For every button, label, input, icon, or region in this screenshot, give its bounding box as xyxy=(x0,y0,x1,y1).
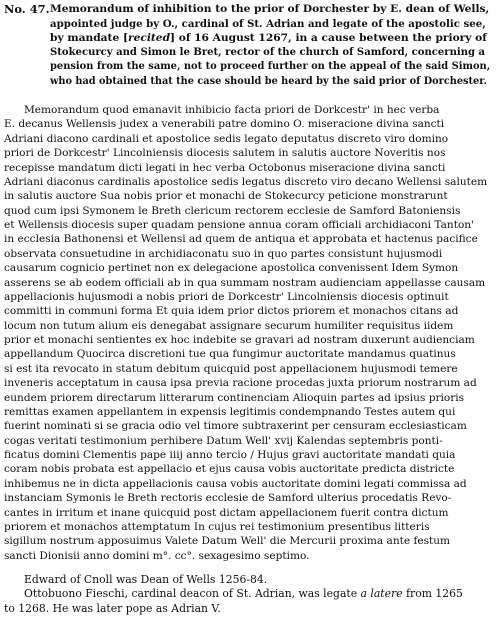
latin-line: fuerint nominati si se gracia odio vel timore subtraxerint per censuram ecclesiasticam xyxy=(4,420,467,433)
latin-line: Adriani diacono cardinali et apostolice sedis legato deputatus discreto viro domino xyxy=(4,132,449,145)
latin-line: committi in communi forma Et quia idem prior dictos priorem et monachos citans ad xyxy=(4,305,459,318)
summary-line: by mandate [recited] of 16 August 1267, in a cause between the priory of xyxy=(50,31,487,45)
note-text: Ottobuono Fieschi, cardinal deacon of St. Adrian, was legate xyxy=(24,587,358,601)
summary-line: Stokecurcy and Simon le Bret, rector of the church of Samford, concerning a xyxy=(50,46,486,58)
latin-line: sigillum nostrum apposuimus Valete Datum Well' die Mercurii proxima ante festum xyxy=(4,535,451,548)
summary-line: Memorandum of inhibition to the prior of Dorchester by E. dean of Wells, xyxy=(50,2,490,15)
summary-line: who had obtained that the case should be heard by the said prior of Dorchester. xyxy=(50,75,487,87)
note-dean: Edward of Cnoll was Dean of Wells 1256-84. xyxy=(24,573,268,586)
latin-line: Memorandum quod emanavit inhibicio facta priori de Dorkcestr' in hec verba xyxy=(24,104,440,116)
note-legate xyxy=(4,587,490,601)
latin-line: appellandum Quocirca discretioni tue qua fungimur auctoritate mandamus quatinus xyxy=(4,348,456,361)
latin-text xyxy=(4,103,490,563)
note-legate-continued: to 1268. He was later pope as Adrian V. xyxy=(4,601,221,615)
entry-heading xyxy=(4,2,490,90)
latin-line: coram nobis probata est appellacio et ejus causa vobis auctoritate predicta districte xyxy=(4,463,455,476)
latin-line: recepisse mandatum dicti legati in hec verba Octobonus miseracione divina sancti xyxy=(4,161,446,174)
latin-line: ficatus domini Clementis pape iiij anno tercio / Hujus gravi auctoritate mandati quia xyxy=(4,449,456,461)
latin-line: causarum cognicio pertinet non ex delegacione apostolica convenissent Idem Symon xyxy=(4,262,459,275)
latin-line: quod cum ipsi Symonem le Breth clericum rectorem ecclesie de Samford Batoniensis xyxy=(4,204,461,217)
latin-line: prior et monachi sentientes ex hoc indebite se gravari ad nostram duxerunt audienciam xyxy=(4,334,475,346)
latin-line: priorem et monachos attemptatum In cujus rei testimonium presentibus litteris xyxy=(4,520,430,533)
latin-line: Adriani diaconus cardinalis apostolice sedis legatus discreto viro decano Wellensi salutem xyxy=(4,175,488,188)
note-text: from 1265 xyxy=(406,587,463,601)
latin-line: E. decanus Wellensis judex a venerabili patre domino O. miseracione divina sancti xyxy=(4,118,445,131)
editorial-notes xyxy=(4,573,490,616)
latin-line: in ecclesia Bathonensi et Wellensi ad quem de antiqua et approbata et hactenus pacifice xyxy=(4,233,478,246)
latin-line: instanciam Symonis le Breth rectoris ecclesie de Samford ulterius procedatis Revo- xyxy=(4,492,452,505)
latin-line: appellacionis hujusmodi a nobis priori de Dorkcestr' Lincolniensis diocesis optinuit xyxy=(4,290,449,303)
latin-line: et Wellensis diocesis super quadam pensione annua coram officiali archidiaconi Tanton' xyxy=(4,219,474,231)
note-italic-phrase: a latere xyxy=(360,587,403,601)
latin-line: in salutis auctore Sua nobis prior et monachi de Stokecurcy peticione monstrarunt xyxy=(4,190,448,203)
latin-line: cantes in irritum et inane quicquid post dictam appellacionem fuerit contra dictum xyxy=(4,506,449,519)
latin-line: remittas examen appellantem in expensis legitimis condempnando Testes autem qui xyxy=(4,405,456,418)
summary-line: pension from the same, not to proceed further on the appeal of the said Simon, xyxy=(50,61,491,73)
entry-summary xyxy=(50,2,490,90)
latin-line: inveneris acceptatum in causa ipsa previa racione procedas juxta priorum nostrarum ad xyxy=(4,377,477,390)
latin-line: priori de Dorkcestr' Lincolniensis diocesis salutem in salutis auctore Noveritis nos xyxy=(4,147,446,160)
latin-line: cogas veritati testimonium perhibere Datum Well' xvij Kalendas septembris ponti- xyxy=(4,434,443,447)
latin-line: si est ita revocato in statum debitum quicquid post appellacionem hujusmodi temere xyxy=(4,362,458,375)
latin-line: locum non tutum alium eis denegabat assignare securum humiliter requisitus iidem xyxy=(4,319,454,332)
entry-number: No. 47. xyxy=(4,2,50,16)
latin-line: eundem priorem directarum litterarum continenciam Alioquin partes ad ipsius prioris xyxy=(4,391,465,404)
latin-line: asserens se ab eodem officiali ab in qua summam nostram audienciam appellasse causam xyxy=(4,276,486,289)
latin-line: inhibemus ne in dicta appellacionis causa vobis auctoritate domini legati commissa ad xyxy=(4,477,467,490)
summary-line: appointed judge by O., cardinal of St. Adrian and legate of the apostolic see, xyxy=(50,17,486,30)
latin-line: sancti Dionisii anno domini m°. cc°. sexagesimo septimo. xyxy=(4,549,310,562)
latin-line: observata consuetudine in archidiaconatu suo in quo partes consistunt hujusmodi xyxy=(4,247,443,260)
